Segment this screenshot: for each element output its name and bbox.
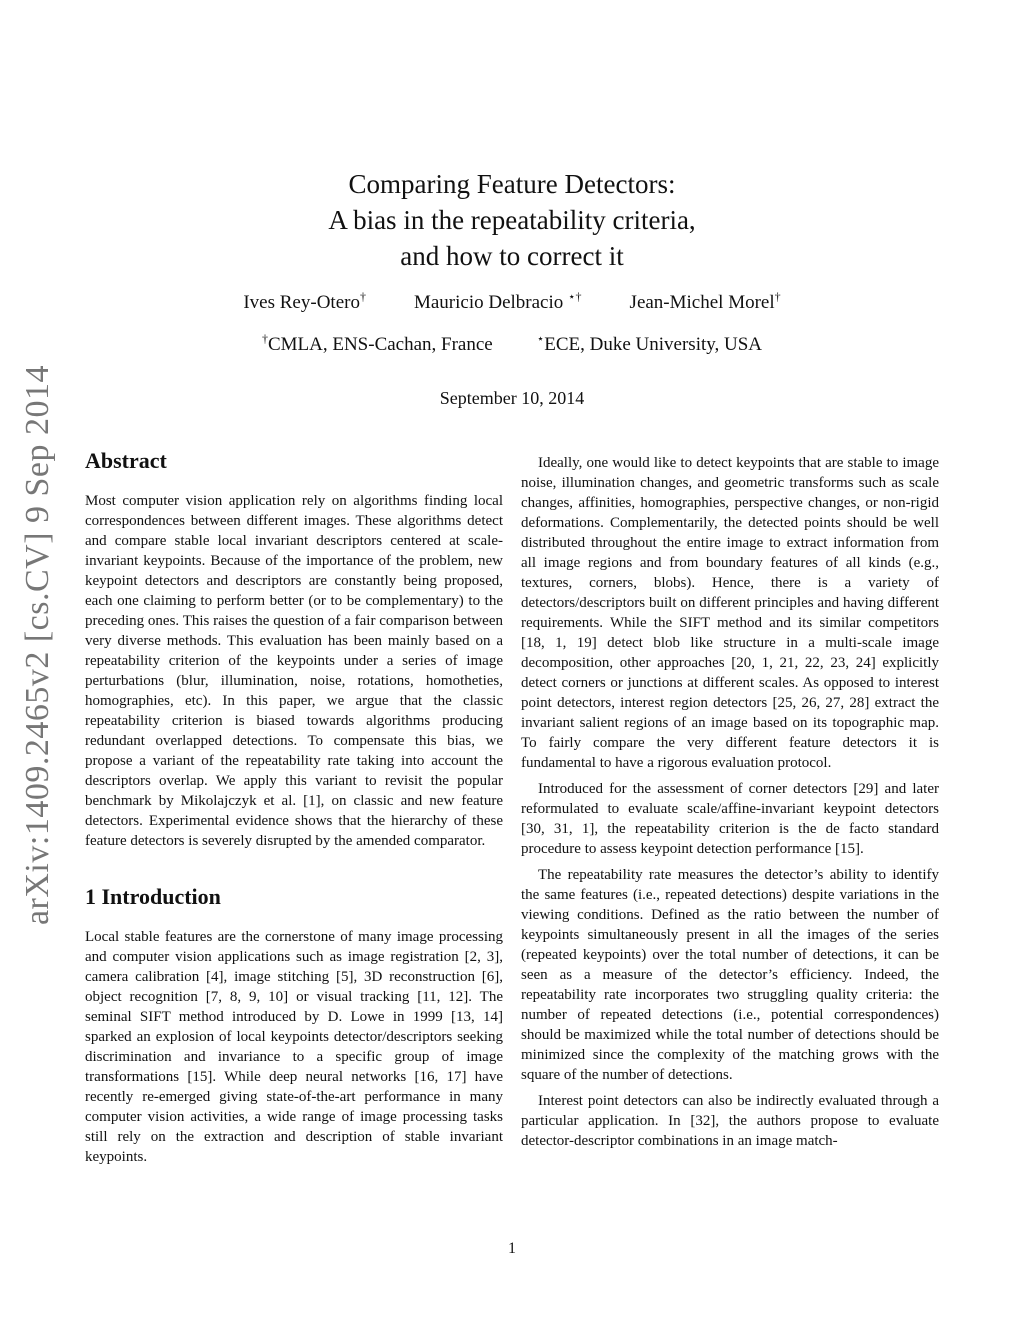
arxiv-identifier: arXiv:1409.2465v2 [cs.CV] 9 Sep 2014 xyxy=(19,364,56,926)
introduction-paragraph: Local stable features are the cornerstone of many image processing and computer vision applications such as image registration [2, 3], camera calibration [4], image stitching [5], 3D reconstruction [6], object recognition [7, 8, 9, 10] or visual tracking [11, 12]. The seminal SIFT method introduced by D. Lowe in 1999 [13, 14] sparked an explosion of local keypoints detector/descriptors seeking discrimination and invariance to a specific group of image transformations [15]. While deep neural networks [16, 17] have recently re-emerged giving state-of-the-art performance in many computer vision activities, a wide range of image processing tasks still rely on the extraction and description of stable invariant keypoints. xyxy=(85,929,503,1165)
body-paragraph: Interest point detectors can also be indirectly evaluated through a particular application. In [32], the authors propose to evaluate detector-descriptor combinations in an image match- xyxy=(521,1093,939,1149)
title-line: A bias in the repeatability criteria, xyxy=(328,205,696,235)
introduction-heading: 1 Introduction xyxy=(85,884,221,909)
author xyxy=(243,289,366,314)
body-paragraph: Introduced for the assessment of corner detectors [29] and later reformulated to evaluate scale/affine-invariant keypoint detectors [30, 31, 1], the repeatability criterion is the de facto standard procedure to assess keypoint detection performance [15]. xyxy=(521,781,939,857)
publication-date: September 10, 2014 xyxy=(439,388,585,408)
title-line: Comparing Feature Detectors: xyxy=(348,169,676,199)
paper-title xyxy=(180,166,844,274)
affiliation xyxy=(536,331,763,356)
affiliation-mark: ⋆ xyxy=(536,331,545,346)
abstract-heading: Abstract xyxy=(85,448,167,473)
author-name: Jean-Michel Morel xyxy=(629,292,775,313)
author-list xyxy=(120,289,904,314)
title-line: and how to correct it xyxy=(400,241,624,271)
author-mark: ⋆† xyxy=(568,289,582,304)
right-column xyxy=(521,445,939,1151)
author xyxy=(629,289,781,314)
author-mark: † xyxy=(774,289,781,304)
affiliation-list xyxy=(120,331,904,356)
page-number: 1 xyxy=(508,1240,516,1257)
author-name: Ives Rey-Otero xyxy=(243,292,360,313)
author-mark: † xyxy=(359,289,366,304)
body-paragraph: Ideally, one would like to detect keypoints that are stable to image noise, illumination changes, and geometric transforms such as scale changes, affinities, homographies, perspective changes, or non-rigid deformations. Complementarily, the detected points should be well distributed throughout the entire image to extract information from all image regions and from boundary features of all kinds (e.g., textures, corners, blobs). Hence, there is a variety of detectors/descriptors built on different principles and having different requirements. While the SIFT method and its similar competitors [18, 1, 19] detect blob like structure in a multi-scale image decomposition, other approaches [20, 1, 21, 22, 23, 24] explicitly detect corners or junctions at different scales. As opposed to interest point detectors, interest region detectors [25, 26, 27, 28] extract the invariant salient regions of an image based on its topographic map. To fairly compare the very different feature detectors it is fundamental to have a rigorous evaluation protocol. xyxy=(521,455,939,771)
author xyxy=(413,289,582,314)
abstract-text: Most computer vision application rely on algorithms finding local correspondences between different images. These algorithms detect and compare stable local invariant descriptors centered at scale-invariant keypoints. Because of the importance of the problem, new keypoint detectors and descriptors are constantly being proposed, each one claiming to perform better (or to be complementary) to the preceding ones. This raises the question of a fair comparison between very diverse methods. This evaluation has been mainly based on a repeatability criterion of the keypoints under a series of image perturbations (blur, illumination, noise, rotations, homotheties, homographies, etc). In this paper, we argue that the classic repeatability criterion is biased towards algorithms producing redundant overlapped detections. To compensate this bias, we propose a variant of the repeatability rate taking into account the descriptors overlap. We apply this variant to revisit the popular benchmark by Mikolajczyk et al. [1], on classic and new feature detectors. Experimental evidence shows that the hierarchy of these feature detectors is severely disrupted by the amended comparator. xyxy=(85,493,503,849)
affiliation xyxy=(261,331,493,356)
affiliation-text: CMLA, ENS-Cachan, France xyxy=(267,334,493,355)
body-paragraph: The repeatability rate measures the detector’s ability to identify the same features (i.e., repeated detections) despite variations in the viewing conditions. Defined as the ratio between the number of keypoints simultaneously present in all the images of the series (repeated keypoints) over the total number of detections, it can be seen as a measure of the detector’s efficiency. Indeed, the repeatability rate incorporates two struggling quality criteria: the number of repeated detections (i.e., potential correspondences) should be maximized while the total number of detections should be minimized since the complexity of the matching grows with the square of the number of detections. xyxy=(521,867,939,1083)
affiliation-text: ECE, Duke University, USA xyxy=(544,334,763,355)
author-name: Mauricio Delbracio xyxy=(413,292,569,313)
affiliation-mark: † xyxy=(261,331,268,346)
left-column xyxy=(85,445,503,1167)
